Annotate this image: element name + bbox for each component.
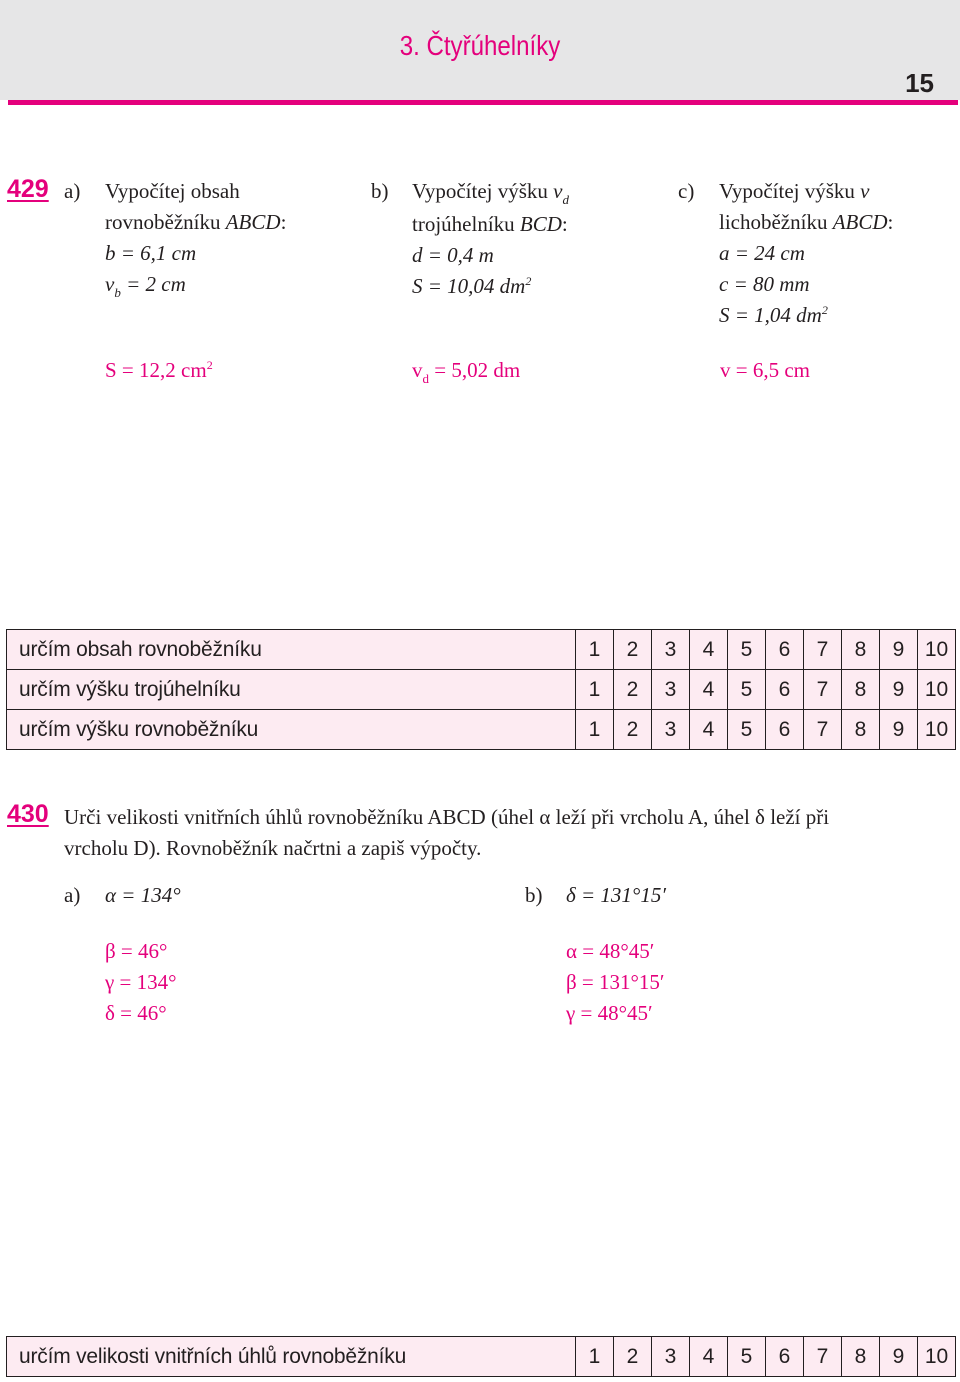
score-1[interactable]: 1 [576, 1337, 614, 1377]
score-4[interactable]: 4 [690, 710, 728, 750]
given-value: c = 80 mm [719, 272, 810, 296]
task-text: rovnoběžníku ABCD: [105, 210, 287, 234]
score-2[interactable]: 2 [614, 1337, 652, 1377]
skill-label: určím obsah rovnoběžníku [7, 630, 576, 670]
score-8[interactable]: 8 [842, 670, 880, 710]
score-4[interactable]: 4 [690, 1337, 728, 1377]
score-6[interactable]: 6 [766, 1337, 804, 1377]
score-9[interactable]: 9 [880, 630, 918, 670]
problem-number-430: 430 [7, 800, 49, 828]
score-7[interactable]: 7 [804, 670, 842, 710]
answer-value: δ = 46° [105, 1001, 167, 1025]
self-assessment-table-430 [6, 1336, 956, 1377]
score-5[interactable]: 5 [728, 630, 766, 670]
score-10[interactable]: 10 [918, 670, 956, 710]
score-6[interactable]: 6 [766, 670, 804, 710]
task-label: b) [525, 883, 543, 907]
score-3[interactable]: 3 [652, 630, 690, 670]
given-value: a = 24 cm [719, 241, 805, 265]
score-1[interactable]: 1 [576, 670, 614, 710]
task-label: c) [678, 179, 695, 203]
task-text: lichoběžníku ABCD: [719, 210, 894, 234]
self-assessment-table-429 [6, 629, 956, 750]
answer-429a: S = 12,2 $cm^2$ [105, 358, 213, 382]
answers-430b [566, 936, 665, 1029]
answer-429b: $v_d = 5,02$ dm [412, 358, 521, 386]
score-3[interactable]: 3 [652, 710, 690, 750]
table-row [7, 670, 956, 710]
answer-value: γ = 134° [105, 970, 177, 994]
given-value: S = 10,04 $dm^2$ [412, 274, 532, 298]
task-430 [64, 802, 829, 864]
table-row [7, 1337, 956, 1377]
problem-number-429: 429 [7, 175, 49, 203]
score-5[interactable]: 5 [728, 1337, 766, 1377]
task-text: Urči velikosti vnitřních úhlů rovnoběžníku ABCD (úhel α leží při vrcholu A, úhel δ leží při [64, 805, 830, 829]
score-6[interactable]: 6 [766, 710, 804, 750]
task-label: a) [64, 883, 81, 907]
header-rule [8, 100, 958, 105]
score-5[interactable]: 5 [728, 710, 766, 750]
score-8[interactable]: 8 [842, 710, 880, 750]
score-10[interactable]: 10 [918, 710, 956, 750]
task-text: Vypočítej výšku $v_d$ [412, 179, 569, 207]
score-3[interactable]: 3 [652, 670, 690, 710]
score-9[interactable]: 9 [880, 1337, 918, 1377]
given-value: δ = 131°15′ [566, 883, 666, 907]
score-5[interactable]: 5 [728, 670, 766, 710]
task-text: Vypočítej obsah [105, 179, 240, 203]
answer-value: β = 46° [105, 939, 168, 963]
score-1[interactable]: 1 [576, 630, 614, 670]
given-value: $v_b = 2$ cm [105, 272, 186, 300]
page-number: 15 [905, 68, 934, 98]
score-6[interactable]: 6 [766, 630, 804, 670]
task-label: b) [371, 179, 389, 203]
score-9[interactable]: 9 [880, 710, 918, 750]
score-2[interactable]: 2 [614, 630, 652, 670]
task-text: trojúhelníku BCD: [412, 212, 568, 236]
skill-label: určím výšku rovnoběžníku [7, 710, 576, 750]
score-7[interactable]: 7 [804, 630, 842, 670]
given-value: S = 1,04 $dm^2$ [719, 303, 828, 327]
answer-value: α = 48°45′ [566, 939, 655, 963]
given-value: b = 6,1 cm [105, 241, 197, 265]
score-3[interactable]: 3 [652, 1337, 690, 1377]
given-value: d = 0,4 m [412, 243, 494, 267]
score-1[interactable]: 1 [576, 710, 614, 750]
answers-430a [105, 936, 177, 1029]
answer-value: γ = 48°45′ [566, 1001, 653, 1025]
score-10[interactable]: 10 [918, 630, 956, 670]
skill-label: určím velikosti vnitřních úhlů rovnoběžníku [7, 1337, 576, 1377]
score-2[interactable]: 2 [614, 670, 652, 710]
score-7[interactable]: 7 [804, 710, 842, 750]
score-8[interactable]: 8 [842, 1337, 880, 1377]
task-text: Vypočítej výšku v [719, 179, 870, 203]
score-10[interactable]: 10 [918, 1337, 956, 1377]
table-row [7, 630, 956, 670]
answer-value: β = 131°15′ [566, 970, 665, 994]
answer-429c: v = 6,5 cm [720, 358, 810, 382]
given-value: α = 134° [105, 883, 181, 907]
chapter-title: 3. Čtyřúhelníky [399, 30, 561, 61]
score-8[interactable]: 8 [842, 630, 880, 670]
table-row [7, 710, 956, 750]
skill-label: určím výšku trojúhelníku [7, 670, 576, 710]
score-4[interactable]: 4 [690, 630, 728, 670]
task-text: vrcholu D). Rovnoběžník načrtni a zapiš výpočty. [64, 836, 482, 860]
task-label: a) [64, 179, 81, 203]
score-4[interactable]: 4 [690, 670, 728, 710]
score-9[interactable]: 9 [880, 670, 918, 710]
score-7[interactable]: 7 [804, 1337, 842, 1377]
score-2[interactable]: 2 [614, 710, 652, 750]
